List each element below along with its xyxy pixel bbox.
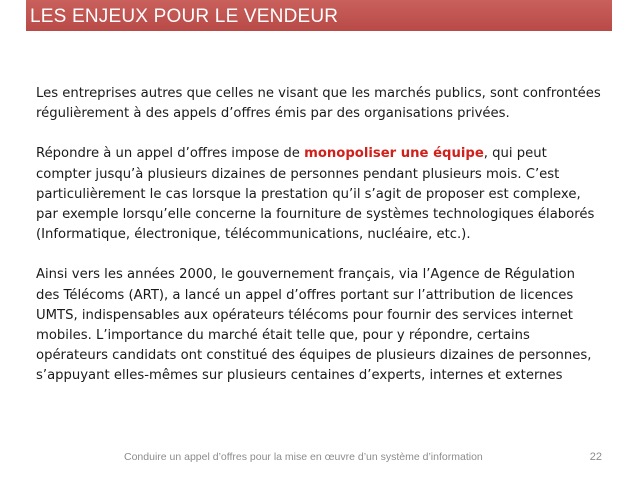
paragraph-2-start: Répondre à un appel d’offres impose de bbox=[36, 146, 305, 162]
page-number: 22 bbox=[589, 451, 602, 463]
title-bar bbox=[26, 0, 612, 31]
slide-title: LES ENJEUX POUR LE VENDEUR bbox=[30, 6, 339, 27]
paragraph-2-end: , qui peut compter jusqu’à plusieurs dizaines de personnes pendant plusieurs mois. C’est particulièrement le cas lorsque la prestation qu’il s’agit de proposer est complexe, par exemple lorsqu’elle concerne la fourniture de systèmes technologiques élaborés (Informatique, électronique, télécommunications, nucléaire, etc.). bbox=[36, 146, 595, 243]
paragraph-1: Les entreprises autres que celles ne visant que les marchés publics, sont confrontées régulièrement à des appels d’offres émis par des organisations privées. bbox=[36, 86, 601, 122]
highlighted-phrase: monopoliser une équipe bbox=[304, 146, 484, 162]
paragraph-3: Ainsi vers les années 2000, le gouvernement français, via l’Agence de Régulation des Télécoms (ART), a lancé un appel d’offres portant sur l’attribution de licences UMTS, indispensables aux opérateurs télécoms pour fournir des services internet mobiles. L’importance du marché était telle que, pour y répondre, certains opérateurs candidats ont constitué des équipes de plusieurs dizaines de personnes, s’appuyant elles-mêmes sur plusieurs centaines d’experts, internes et externes bbox=[36, 267, 592, 384]
footer-caption: Conduire un appel d’offres pour la mise en œuvre d’un système d’information bbox=[124, 451, 483, 463]
paragraph-2 bbox=[36, 144, 602, 245]
slide-body bbox=[36, 84, 602, 407]
footer bbox=[0, 451, 638, 469]
